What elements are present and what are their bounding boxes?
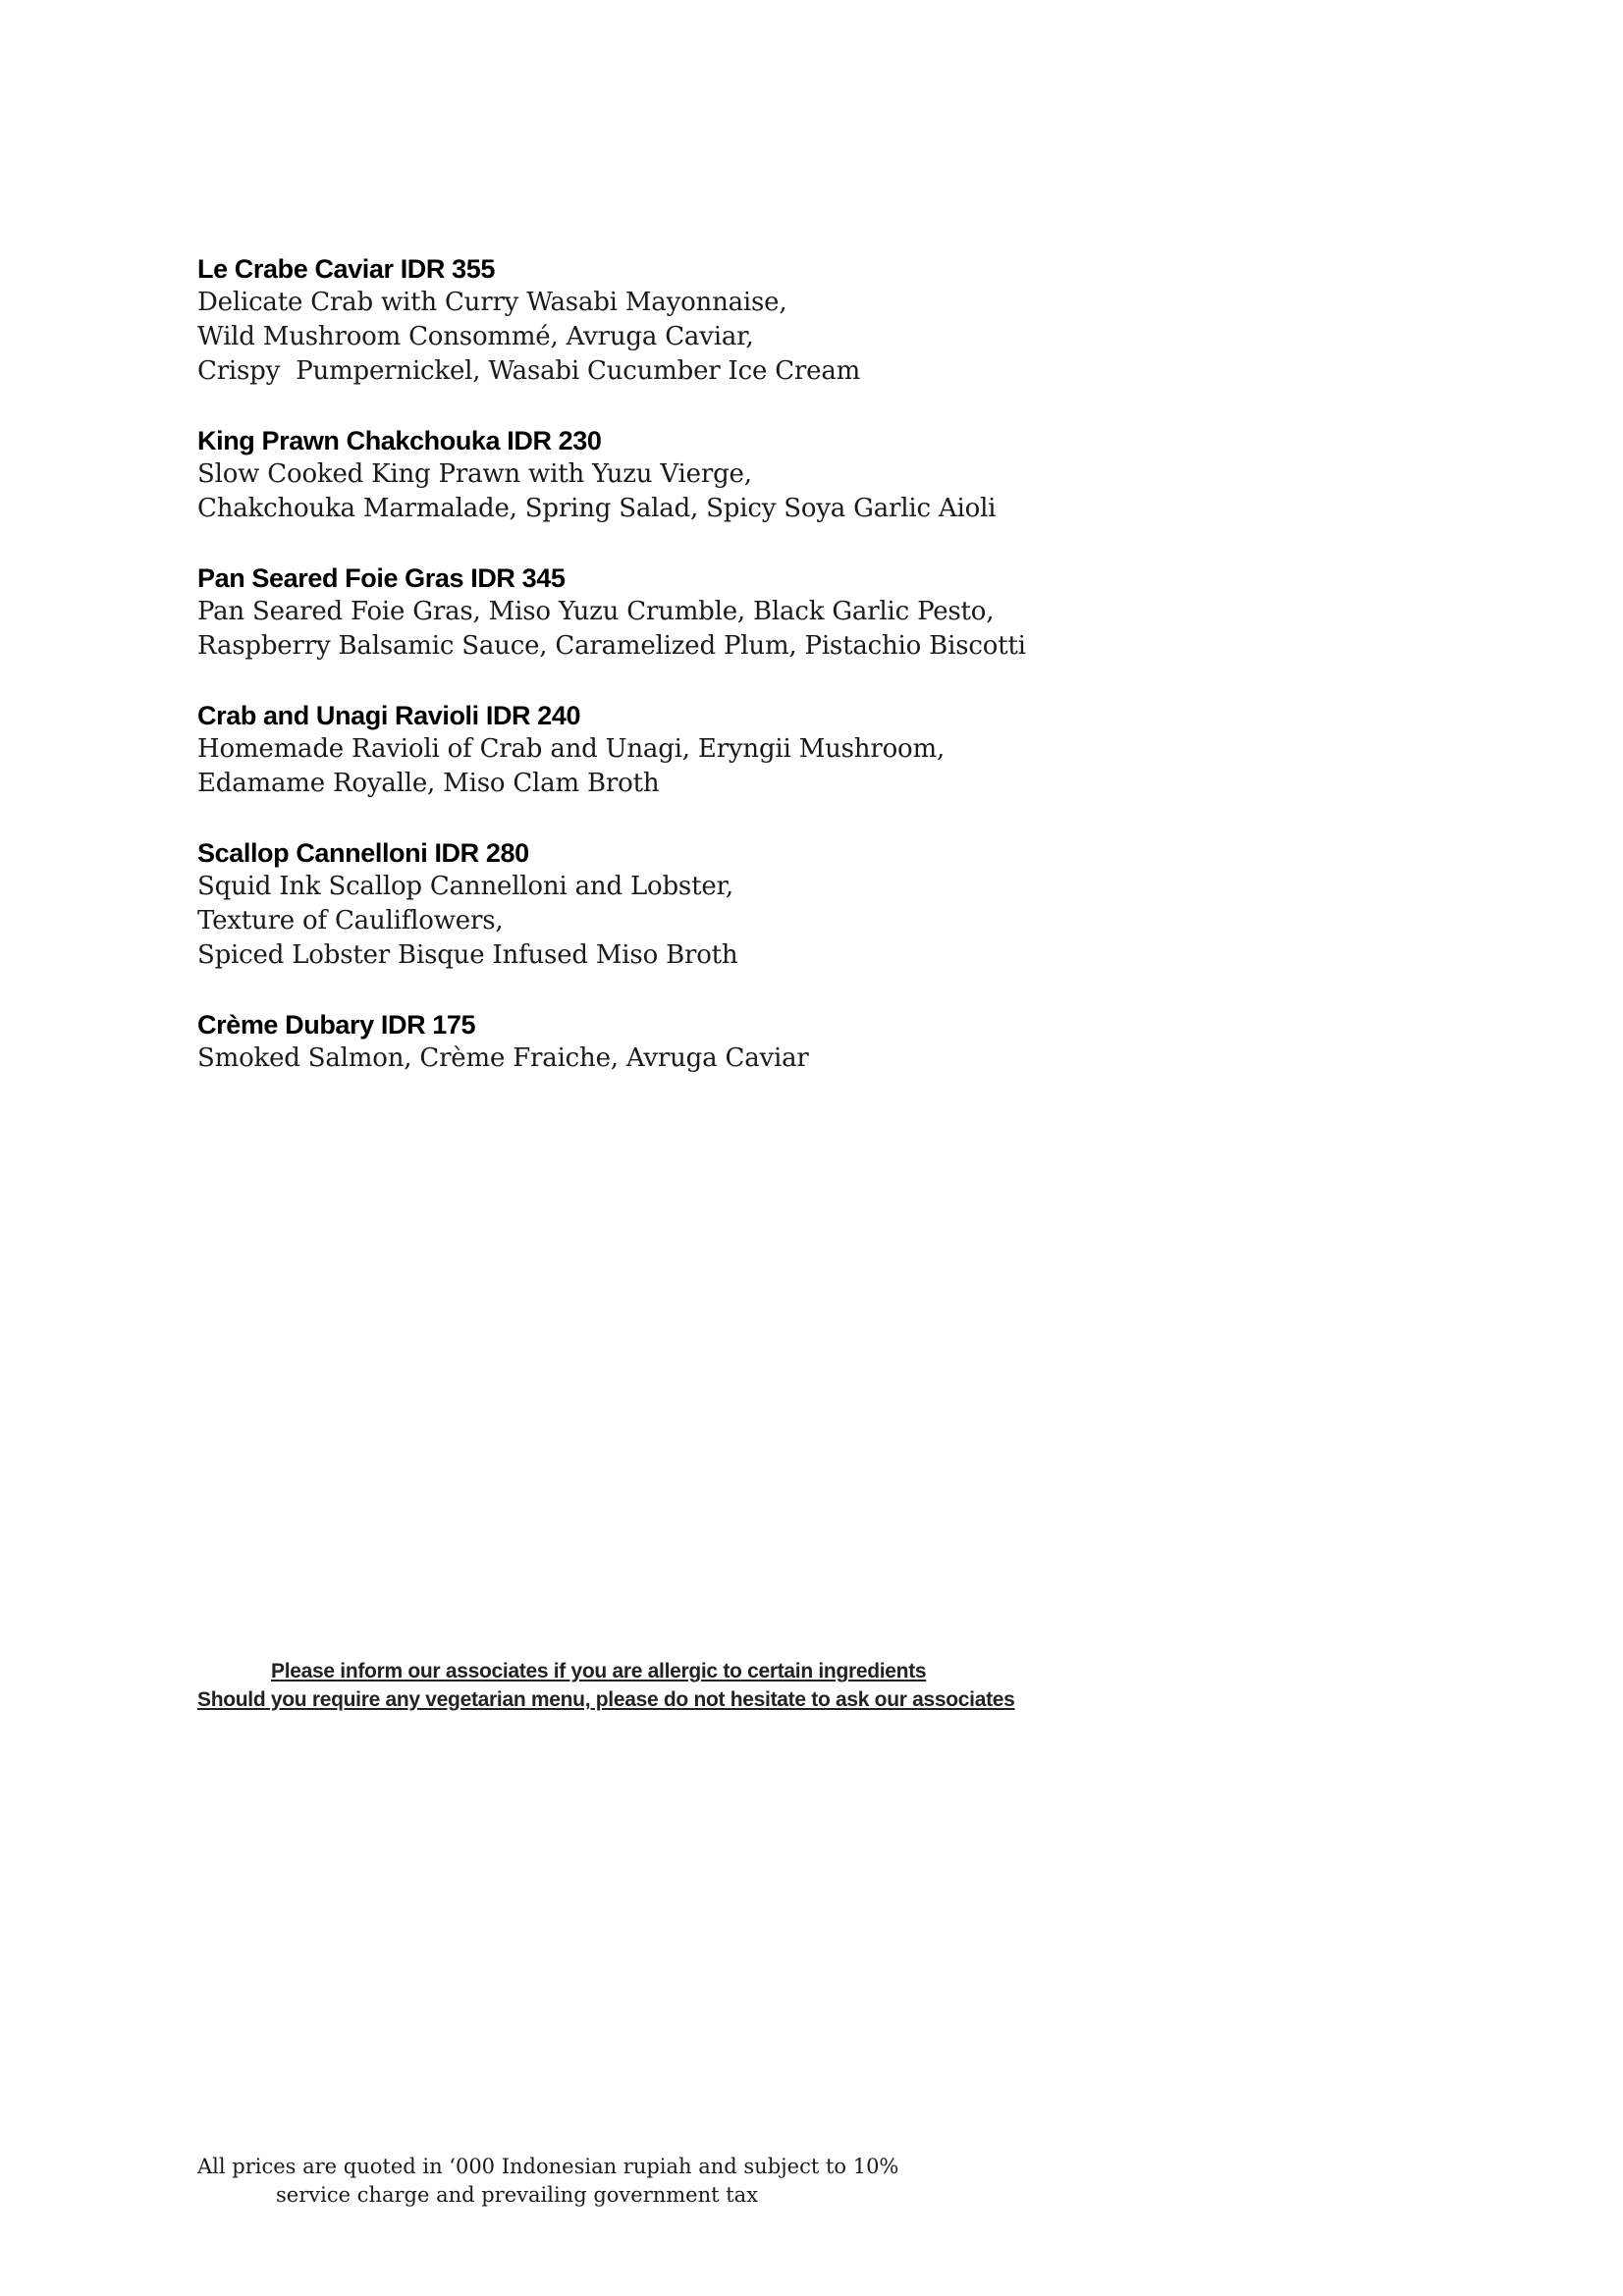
menu-item-description: Edamame Royalle, Miso Clam Broth [197, 769, 660, 798]
menu-item-description: Pan Seared Foie Gras, Miso Yuzu Crumble, Black Garlic Pesto, [197, 597, 995, 626]
menu-item-title: King Prawn Chakchouka IDR 230 [197, 426, 602, 455]
menu-list [197, 252, 1474, 1111]
menu-item-description: Homemade Ravioli of Crab and Unagi, Eryngii Mushroom, [197, 734, 946, 764]
vegetarian-notice-text: Should you require any vegetarian menu, please do not hesitate to ask our associates [197, 1688, 1015, 1711]
menu-item-title: Crème Dubary IDR 175 [197, 1010, 476, 1040]
menu-item-description: Crispy Pumpernickel, Wasabi Cucumber Ice Cream [197, 356, 861, 386]
price-footnote [197, 2153, 898, 2210]
menu-item-description: Wild Mushroom Consommé, Avruga Caviar, [197, 322, 754, 351]
menu-item [197, 699, 1474, 801]
menu-item-title: Crab and Unagi Ravioli IDR 240 [197, 701, 581, 730]
menu-item-description: Squid Ink Scallop Cannelloni and Lobster, [197, 872, 733, 901]
menu-item-description: Texture of Cauliflowers, [197, 906, 504, 935]
menu-item-description: Slow Cooked King Prawn with Yuzu Vierge, [197, 459, 752, 489]
menu-item [197, 561, 1474, 664]
menu-item-description: Delicate Crab with Curry Wasabi Mayonnaise, [197, 288, 787, 317]
menu-item-description: Smoked Salmon, Crème Fraiche, Avruga Caviar [197, 1043, 809, 1073]
menu-item-title: Pan Seared Foie Gras IDR 345 [197, 563, 566, 593]
menu-item-description: Spiced Lobster Bisque Infused Miso Broth [197, 940, 738, 970]
menu-item-title: Scallop Cannelloni IDR 280 [197, 838, 529, 868]
menu-item [197, 252, 1474, 389]
price-footnote-line: service charge and prevailing government tax [276, 2183, 759, 2207]
menu-item [197, 424, 1474, 526]
price-footnote-line: All prices are quoted in ‘000 Indonesian rupiah and subject to 10% [197, 2155, 899, 2178]
menu-item-description: Raspberry Balsamic Sauce, Caramelized Plum, Pistachio Biscotti [197, 631, 1026, 661]
allergy-notice [197, 1657, 1277, 1714]
menu-item [197, 836, 1474, 973]
allergy-notice-text: Please inform our associates if you are allergic to certain ingredients [271, 1660, 927, 1682]
menu-item-description: Chakchouka Marmalade, Spring Salad, Spicy Soya Garlic Aioli [197, 494, 997, 523]
menu-item-title: Le Crabe Caviar IDR 355 [197, 254, 495, 284]
menu-item [197, 1008, 1474, 1076]
